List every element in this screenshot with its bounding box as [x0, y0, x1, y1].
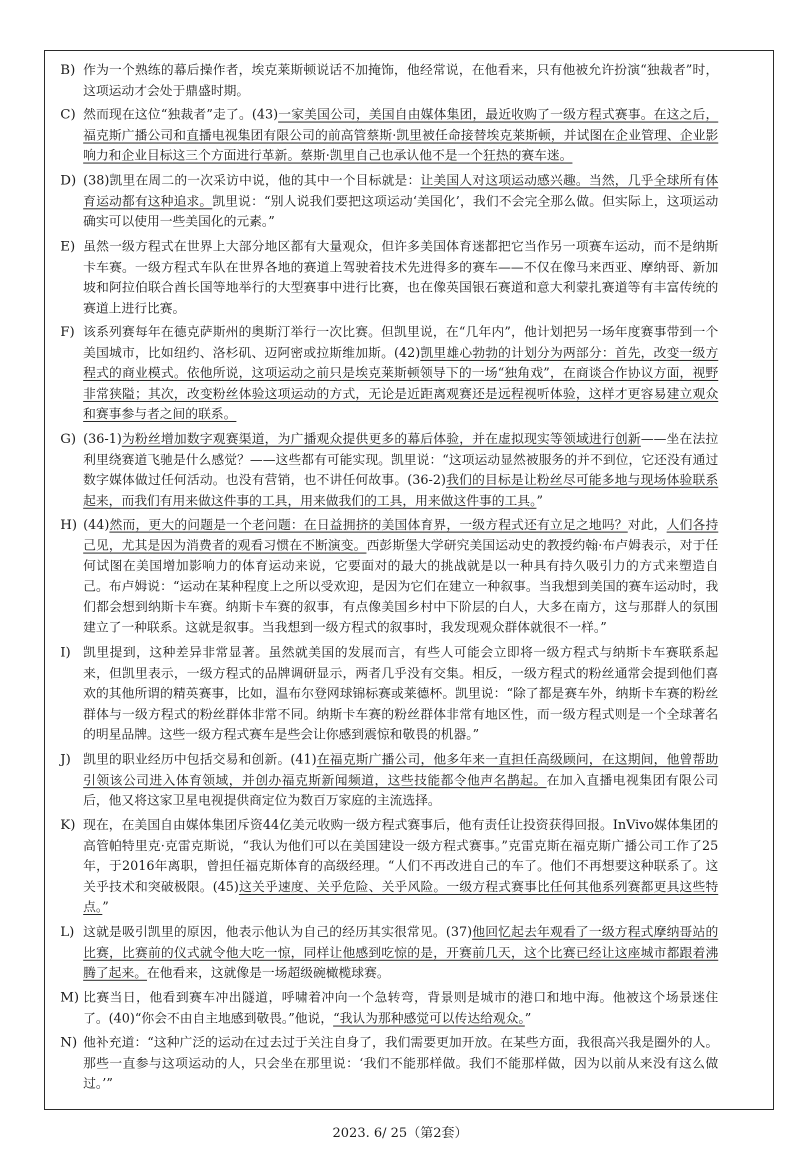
underlined-answer-text: 人们各持己见，尤其是因为消费者的观看习惯在不断演变。: [83, 518, 719, 554]
underlined-answer-text: 为粉丝增加数字观赛渠道，为广播观众提供更多的幕后体验，并在虚拟现实等领域进行创新: [121, 432, 641, 447]
paragraph-text: [83, 430, 718, 512]
underlined-answer-text: “我认为那种感觉可以传达给观众。: [333, 1011, 525, 1027]
text-segment: 凯里说：“别人说我们要把这项运动‘美国化’，我们不会完全那么做。但实际上，这项运动确实可以使用一些美国化的元素。”: [83, 194, 719, 230]
text-segment: 现在，在美国自由媒体集团斥资44亿美元收购一级方程式赛事后，他有责任让投资获得回报。InVivo媒体集团的高管帕特里克·克雷克斯说，“我认为他们可以在美国建设一级方程式赛事。”克雷克斯在福克斯广播公司工作了25年，于2016年离职，曾担任福克斯体育的高级经理。“人们不再改进自己的车了。他们不再想要这种联系了。这关乎技术和突破极限。(45): [83, 818, 719, 895]
paragraph-label: C): [60, 107, 76, 123]
paragraph-label: J): [60, 751, 71, 768]
text-segment: ”: [524, 1011, 532, 1027]
paragraph-d: [60, 171, 718, 233]
underlined-answer-text: 这关乎速度、关乎危险、关乎风险。一级方程式赛事比任何其他系列赛都更具这些特点。: [83, 880, 719, 916]
paragraph-n: [60, 1033, 718, 1095]
paragraph-text: [83, 816, 718, 919]
text-segment: (44): [83, 518, 110, 533]
underlined-answer-text: 然而，更大的问题是一个老问题：在日益拥挤的美国体育界，一级方程式还有立足之地吗？: [109, 518, 628, 533]
paragraph-b: [60, 61, 718, 102]
paragraph-h: [60, 515, 718, 639]
underlined-answer-text: 在福克斯广播公司，他多年来一直担任高级顾问，在这期间，他曾帮助引领该公司进入体育领域，并创办福克斯新闻频道，这些技能都令他声名鹊起。: [83, 752, 719, 788]
text-segment: ”: [102, 901, 109, 916]
paragraph-label: D): [60, 173, 77, 189]
paragraph-label: I): [60, 645, 71, 661]
paragraph-text: [83, 750, 718, 812]
underlined-answer-text: 让美国人对这项运动感兴趣。当然，几乎全球所有体育运动都有这种追求。: [83, 174, 719, 209]
text-segment: 作为一个熟练的幕后操作者，埃克莱斯顿说话不加掩饰，他经常说，在他看来，只有他被允许扮演“独裁者”时，这项运动才会处于鼎盛时期。: [83, 63, 719, 99]
underlined-answer-text: 我们的目标是让粉丝尽可能多地与现场体验联系起来，而我们有用来做这件事的工具，用来做我们的工具，用来做这件事的工具。: [83, 473, 719, 509]
text-segment: 虽然一级方程式在世界上大部分地区都有大量观众，但许多美国体育迷都把它当作另一项赛车运动，而不是纳斯卡车赛。一级方程式车队在世界各地的赛道上驾驶着技术先进得多的赛车——不仅在像马来西亚、摩纳哥、新加坡和阿拉伯联合酋长国等地举行的大型赛事中进行比赛，也在像英国银石赛道和意大利蒙扎赛道等有丰富传统的赛道上进行比赛。: [83, 239, 719, 316]
paragraph-label: B): [60, 62, 76, 78]
answer-sheet-frame: [44, 50, 774, 1110]
page-footer: 2023. 6/ 25（第2套）: [332, 1126, 468, 1141]
paragraph-label: H): [60, 517, 78, 533]
paragraph-label: K): [60, 817, 76, 833]
paragraph-g: [60, 430, 718, 512]
underlined-answer-text: 一家美国公司，美国自由媒体集团，最近收购了一级方程式赛事。在这之后，福克斯广播公司和直播电视集团有限公司的前高管蔡斯·凯里被任命接替埃克莱斯顿，并试图在企业管理、企业影响力和企业目标这三个方面进行革新。蔡斯·凯里自己也承认他不是一个狂热的赛车迷。: [83, 108, 719, 164]
paragraph-m: [60, 988, 718, 1029]
paragraph-text: [83, 988, 718, 1029]
paragraph-f: [60, 323, 718, 426]
paragraph-label: E): [60, 238, 76, 255]
text-segment: 在他看来，这就像是一场超级碗橄榄球赛。: [146, 966, 390, 981]
underlined-answer-text: 凯里雄心勃勃的计划分为两部分：首先，改变一级方程式的商业模式。依他所说，这项运动之前只是埃克莱斯顿领导下的一场“独角戏”，在商谈合作协议方面，视野非常狭隘；其次，改变粉丝体验这项运动的方式，无论是近距离观赛还是远程视听体验，这样才更容易建立观众和赛事参与者之间的联系。: [83, 346, 719, 423]
text-segment: 西彭斯堡大学研究美国运动史的教授约翰·布卢姆表示，对于任何试图在美国增加影响力的体育运动来说，它要面对的最大的挑战就是以一种具有持久吸引力的方式来塑造自己。布卢姆说：“运动在某种程度上之所以受欢迎，是因为它们在建立一种叙事。当我想到美国的赛车运动时，我们都会想到纳斯卡车赛。纳斯卡车赛的叙事，有点像美国乡村中下阶层的白人，大多在南方，这与那群人的氛围建立了一种联系。这就是叙事。当我想到一级方程式的叙事时，我发现观众群体就很不一样。”: [83, 538, 719, 636]
text-segment: 比赛当日，他看到赛车冲出隧道，呼啸着冲向一个急转弯，背景则是城市的港口和地中海。他被这个场景迷住了。(40)“你会不由自主地感到敬畏。”他说，: [83, 991, 719, 1027]
paragraph-i: [60, 643, 718, 746]
paragraph-text: [83, 237, 718, 319]
text-segment: ”: [536, 494, 543, 509]
paragraph-j: [60, 750, 718, 812]
text-segment: 对此，: [627, 518, 667, 533]
paragraph-text: [83, 61, 718, 102]
paragraph-label: L): [60, 924, 75, 940]
text-segment: 这就是吸引凯里的原因，他表示他认为自己的经历其实很常见。(37): [83, 925, 473, 940]
paragraph-label: N): [60, 1035, 78, 1051]
paragraph-l: [60, 923, 718, 985]
text-segment: 该系列赛每年在德克萨斯州的奥斯汀举行一次比赛。但凯里说，在“几年内”，他计划把另一场年度赛事带到一个美国城市，比如纽约、洛杉矶、迈阿密或拉斯维加斯。(42): [83, 325, 719, 361]
text-segment: 然而现在这位“独裁者”走了。(43): [83, 108, 279, 123]
paragraph-label: F): [60, 324, 75, 340]
text-segment: 他补充道：“这种广泛的运动在过去过于关注自身了，我们需要更加开放。在某些方面，我很高兴我是圈外的人。那些一直参与这项运动的人，只会坐在那里说：‘我们不能那样做。我们不能那样做，因为以前从来没有这么做过。’”: [83, 1036, 719, 1092]
paragraph-text: [83, 105, 718, 167]
paragraph-text: [83, 1033, 718, 1095]
paragraph-text: [83, 171, 718, 233]
text-segment: 凯里提到，这种差异非常显著。虽然就美国的发展而言，有些人可能会立即将一级方程式与纳斯卡车赛联系起来，但凯里表示，一级方程式的品牌调研显示，两者几乎没有交集。相反，一级方程式的粉丝通常会提到他们喜欢的其他所谓的精英赛事，比如，温布尔登网球锦标赛或莱德杯。凯里说：“除了都是赛车外，纳斯卡车赛的粉丝群体与一级方程式的粉丝群体非常不同。纳斯卡车赛的粉丝群体非常有地区性，而一级方程式则是一个全球著名的明星品牌。这些一级方程式赛车是些会让你感到震惊和敬畏的机器。”: [83, 646, 719, 743]
text-segment: ——坐在法拉利里绕赛道飞驰是什么感觉？——这些都有可能实现。凯里说：“这项运动显然被服务的并不到位，它还没有通过数字媒体做过任何活动。也没有营销，也不讲任何故事。(36-2): [83, 432, 719, 488]
paragraph-c: [60, 105, 718, 167]
text-segment: (36-1): [83, 432, 122, 447]
paragraph-text: [83, 323, 718, 426]
text-segment: (38)凯里在周二的一次采访中说，他的其中一个目标就是：: [83, 174, 421, 189]
paragraph-label: M): [60, 990, 80, 1006]
text-segment: 凯里的职业经历中包括交易和创新。(41): [83, 752, 317, 768]
paragraph-e: [60, 237, 718, 319]
text-segment: 在加入直播电视集团有限公司后，他又将这家卫星电视提供商定位为数百万家庭的主流选择。: [83, 773, 719, 809]
underlined-answer-text: 他回忆起去年观看了一级方程式摩纳哥站的比赛，比赛前的仪式就令他大吃一惊，同样让他感到吃惊的是，开赛前几天，这个比赛已经让这座城市都跟着沸腾了起来。: [83, 925, 719, 981]
paragraph-k: [60, 816, 718, 919]
paragraph-label: G): [60, 431, 77, 447]
paragraph-text: [83, 515, 718, 639]
paragraph-text: [83, 643, 718, 746]
paragraph-text: [83, 923, 718, 985]
